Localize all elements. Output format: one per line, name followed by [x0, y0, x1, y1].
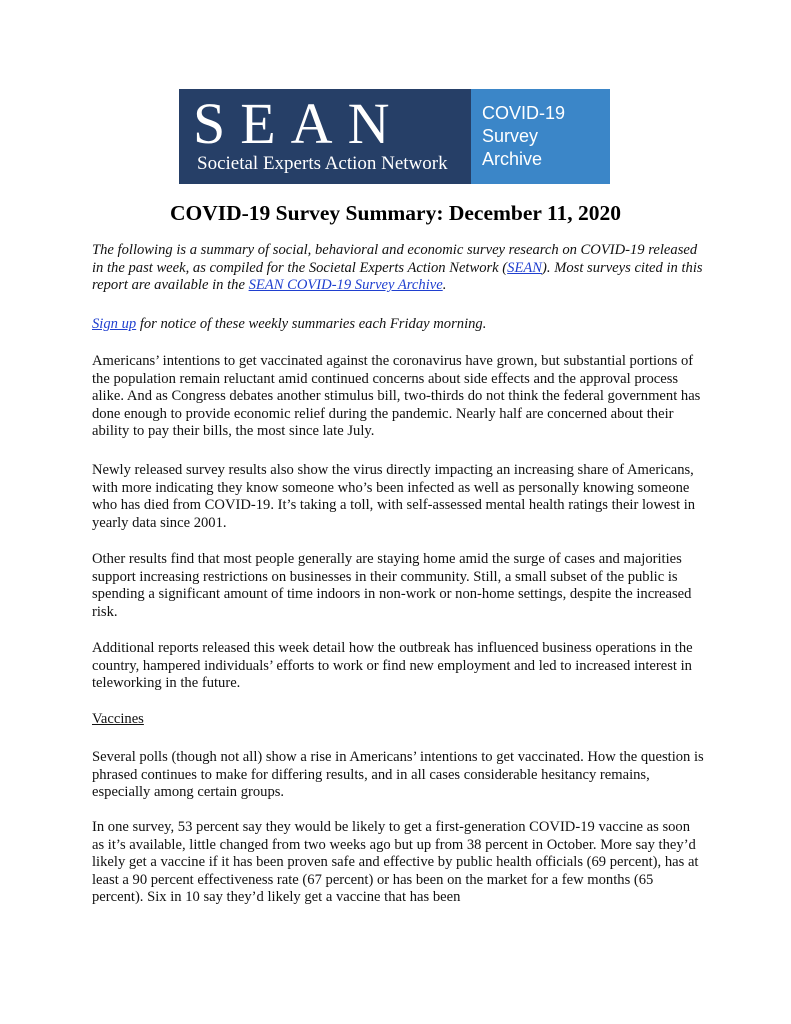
vaccines-paragraph — [92, 819, 704, 907]
paragraph-text: Americans’ intentions to get vaccinated against the coronavirus have grown, but substantial portions of the population remain reluctant amid continued concerns about side effects and the approval process alike. And as Congress debates another stimulus bill, two-thirds do not think the federal government has done enough to provide economic relief during the pandemic. Nearly half are concerned about their ability to pay their bills, the most since late July. — [92, 353, 701, 440]
summary-paragraph — [92, 353, 704, 441]
sign-up-link[interactable]: Sign up — [92, 316, 137, 332]
paragraph-text: Several polls (though not all) show a rise in Americans’ intentions to get vaccinated. How the question is phrased continues to make for differing results, and in all cases considerable hesitancy remains, especially among certain groups. — [92, 749, 704, 801]
logo-archive-line1: COVID-19 — [482, 103, 566, 123]
intro-text-2: ). Most surveys cited in this report are available in the — [92, 259, 703, 294]
paragraph-text: In one survey, 53 percent say they would be likely to get a first-generation COVID-19 vaccine as soon as it’s available, little changed from two weeks ago but up from 38 percent in October. More say they’d likely get a vaccine if it has been proven safe and effective by public health officials (69 percent), has at least a 90 percent effectiveness rate (67 percent) or has been on the market for a few months (65 percent). Six in 10 say they’d likely get a vaccine that has been — [92, 819, 699, 906]
summary-paragraph — [92, 640, 704, 693]
summary-paragraph — [92, 551, 704, 621]
logo-archive-text — [482, 102, 565, 171]
paragraph-text: Other results find that most people generally are staying home amid the surge of cases and majorities support increasing restrictions on businesses in their community. Still, a small subset of the public is spending a significant amount of time indoors in non-work or non-home settings, despite the increased risk. — [92, 551, 692, 620]
paragraph-text: Newly released survey results also show the virus directly impacting an increasing share of Americans, with more indicating they know someone who’s been infected as well as personally knowing someone who has died from COVID-19. It’s taking a toll, with self-assessed mental health ratings their lowest in yearly data since 2001. — [92, 462, 696, 531]
section-heading-vaccines: Vaccines — [92, 711, 144, 727]
logo-archive-line3: Archive — [482, 149, 543, 169]
logo-full-name: Societal Experts Action Network — [197, 153, 448, 174]
logo-left-panel — [179, 89, 471, 184]
intro-text-3: . — [442, 277, 447, 294]
document-title: COVID-19 Survey Summary: December 11, 2020 — [169, 201, 622, 225]
sean-link[interactable]: SEAN — [507, 259, 543, 276]
signup-line — [92, 316, 704, 334]
summary-paragraph — [92, 462, 704, 532]
sean-logo — [179, 89, 610, 184]
vaccines-paragraph — [92, 749, 704, 802]
paragraph-text: Additional reports released this week detail how the outbreak has influenced business operations in the country, hampered individuals’ efforts to work or find new employment and led to increased interest in teleworking in the future. — [92, 640, 693, 692]
intro-paragraph — [92, 242, 704, 295]
logo-acronym: SEAN — [193, 91, 405, 156]
survey-archive-link[interactable]: SEAN COVID-19 Survey Archive — [248, 277, 443, 294]
logo-archive-line2: Survey — [482, 126, 539, 146]
logo-right-panel — [471, 89, 610, 184]
signup-text: for notice of these weekly summaries each Friday morning. — [136, 316, 487, 332]
intro-text-1: The following is a summary of social, behavioral and economic survey research on COVID-19 released in the past week, as compiled for the Societal Experts Action Network ( — [92, 242, 698, 276]
